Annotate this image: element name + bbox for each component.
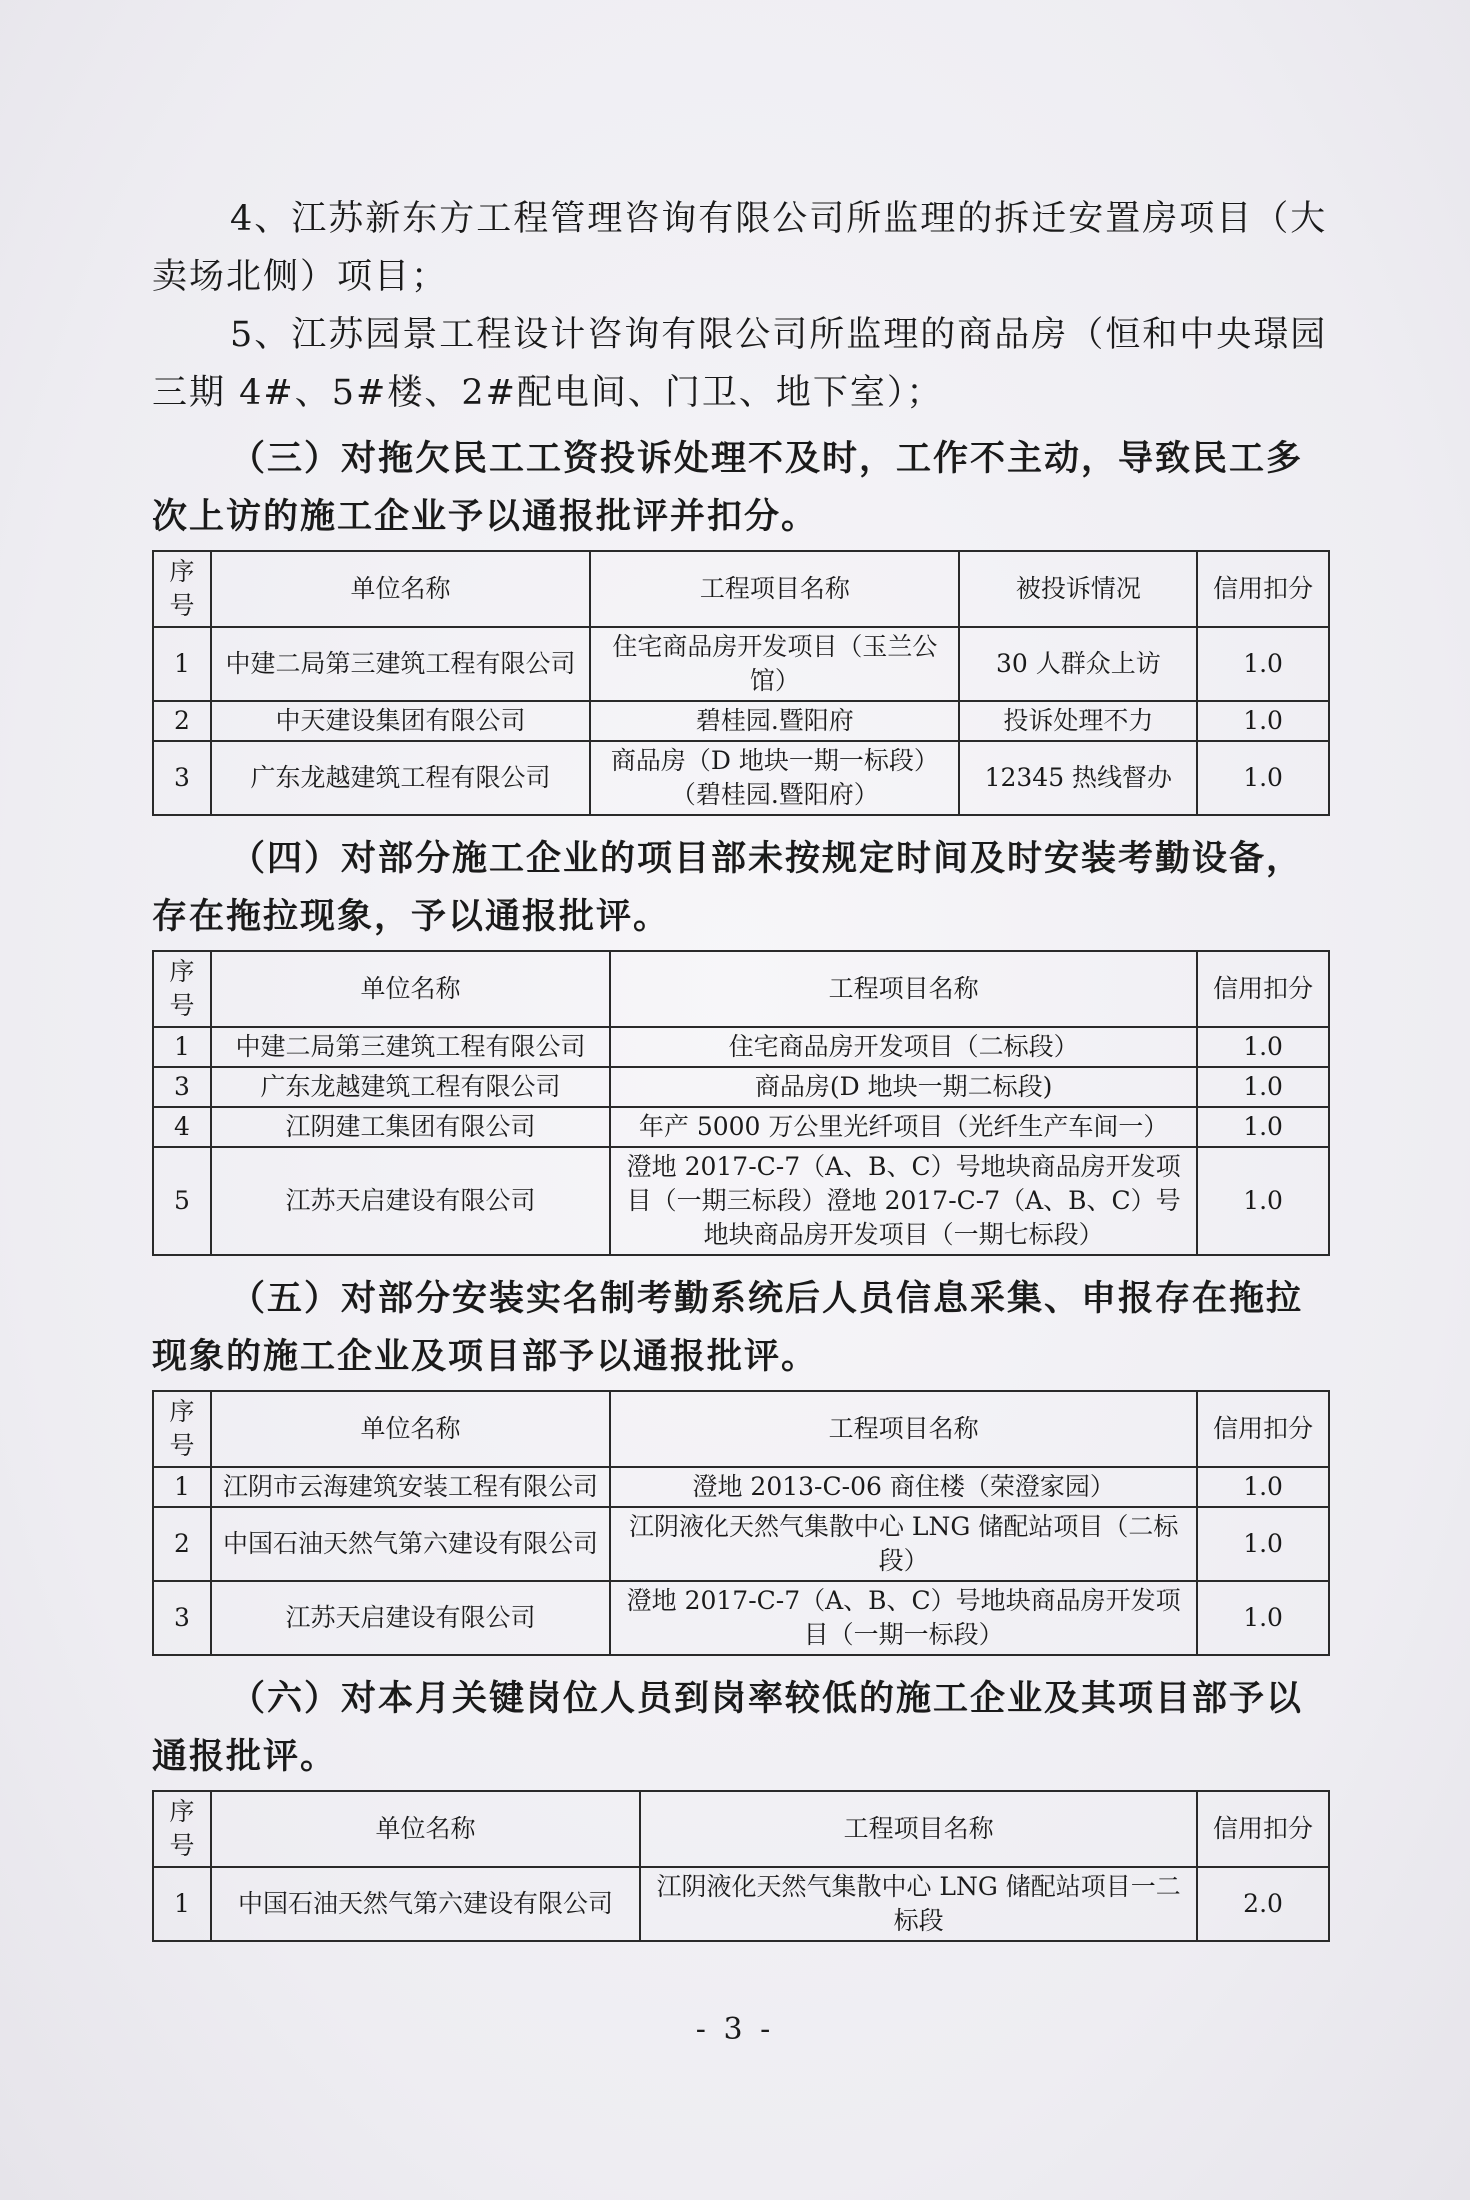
- cell-complaint: 12345 热线督办: [959, 741, 1197, 815]
- cell-company: 江苏天启建设有限公司: [211, 1581, 610, 1655]
- cell-credit: 1.0: [1197, 1107, 1329, 1147]
- header-credit: 信用扣分: [1197, 551, 1329, 627]
- table-header-row: [153, 551, 1329, 627]
- table-row: [153, 1107, 1329, 1147]
- cell-seq: 1: [153, 1867, 211, 1941]
- cell-credit: 1.0: [1197, 1147, 1329, 1255]
- cell-project: 商品房(D 地块一期二标段): [610, 1067, 1197, 1107]
- cell-company: 中天建设集团有限公司: [211, 701, 590, 741]
- cell-project: 住宅商品房开发项目（玉兰公馆）: [590, 627, 959, 701]
- table-row: [153, 627, 1329, 701]
- header-project: 工程项目名称: [590, 551, 959, 627]
- cell-seq: 1: [153, 1467, 211, 1507]
- header-seq: 序号: [153, 1391, 211, 1467]
- cell-project: 江阴液化天然气集散中心 LNG 储配站项目（二标段）: [610, 1507, 1197, 1581]
- cell-company: 中国石油天然气第六建设有限公司: [211, 1507, 610, 1581]
- table-row: [153, 1147, 1329, 1255]
- cell-company: 中国石油天然气第六建设有限公司: [211, 1867, 640, 1941]
- cell-seq: 3: [153, 741, 211, 815]
- cell-project: 商品房（D 地块一期一标段）（碧桂园.暨阳府）: [590, 741, 959, 815]
- paragraph-item-5: 5、江苏园景工程设计咨询有限公司所监理的商品房（恒和中央璟园三期 4#、5#楼、2#配电间、门卫、地下室）；: [152, 315, 1328, 413]
- section5-heading: （五）对部分安装实名制考勤系统后人员信息采集、申报存在拖拉现象的施工企业及项目部予以通报批评。: [152, 1278, 1304, 1377]
- table-row: [153, 1467, 1329, 1507]
- cell-credit: 1.0: [1197, 1027, 1329, 1067]
- cell-project: 年产 5000 万公里光纤项目（光纤生产车间一）: [610, 1107, 1197, 1147]
- header-seq: 序号: [153, 1791, 211, 1867]
- table-row: [153, 1027, 1329, 1067]
- cell-company: 江阴市云海建筑安装工程有限公司: [211, 1467, 610, 1507]
- cell-project: 澄地 2017-C-7（A、B、C）号地块商品房开发项目（一期三标段）澄地 2017-C-7（A、B、C）号地块商品房开发项目（一期七标段）: [610, 1147, 1197, 1255]
- cell-project: 澄地 2013-C-06 商住楼（荣澄家园）: [610, 1467, 1197, 1507]
- cell-seq: 2: [153, 1507, 211, 1581]
- table-row: [153, 701, 1329, 741]
- cell-seq: 3: [153, 1581, 211, 1655]
- section4-table: [152, 950, 1330, 1256]
- table-header-row: [153, 1791, 1329, 1867]
- cell-credit: 1.0: [1197, 741, 1329, 815]
- cell-complaint: 30 人群众上访: [959, 627, 1197, 701]
- paragraph-item-4: 4、江苏新东方工程管理咨询有限公司所监理的拆迁安置房项目（大卖场北侧）项目；: [152, 199, 1328, 297]
- cell-credit: 1.0: [1197, 1467, 1329, 1507]
- header-seq: 序号: [153, 551, 211, 627]
- header-company: 单位名称: [211, 951, 610, 1027]
- cell-credit: 1.0: [1197, 627, 1329, 701]
- header-credit: 信用扣分: [1197, 1391, 1329, 1467]
- header-seq: 序号: [153, 951, 211, 1027]
- header-credit: 信用扣分: [1197, 1791, 1329, 1867]
- cell-seq: 2: [153, 701, 211, 741]
- cell-seq: 3: [153, 1067, 211, 1107]
- table-row: [153, 1507, 1329, 1581]
- cell-credit: 1.0: [1197, 1507, 1329, 1581]
- document-body: [152, 190, 1332, 1956]
- section3-heading: （三）对拖欠民工工资投诉处理不及时，工作不主动，导致民工多次上访的施工企业予以通报批评并扣分。: [152, 438, 1304, 537]
- cell-credit: 1.0: [1197, 1581, 1329, 1655]
- header-project: 工程项目名称: [610, 951, 1197, 1027]
- table-header-row: [153, 951, 1329, 1027]
- cell-company: 广东龙越建筑工程有限公司: [211, 741, 590, 815]
- cell-credit: 1.0: [1197, 1067, 1329, 1107]
- cell-credit: 1.0: [1197, 701, 1329, 741]
- cell-company: 江阴建工集团有限公司: [211, 1107, 610, 1147]
- cell-complaint: 投诉处理不力: [959, 701, 1197, 741]
- section3-table: [152, 550, 1330, 816]
- section5-table: [152, 1390, 1330, 1656]
- cell-credit: 2.0: [1197, 1867, 1329, 1941]
- header-project: 工程项目名称: [610, 1391, 1197, 1467]
- table-header-row: [153, 1391, 1329, 1467]
- cell-company: 中建二局第三建筑工程有限公司: [211, 1027, 610, 1067]
- cell-seq: 4: [153, 1107, 211, 1147]
- header-project: 工程项目名称: [640, 1791, 1197, 1867]
- table-row: [153, 1067, 1329, 1107]
- page-number: - 3 -: [695, 2012, 775, 2047]
- cell-project: 江阴液化天然气集散中心 LNG 储配站项目一二标段: [640, 1867, 1197, 1941]
- cell-company: 江苏天启建设有限公司: [211, 1147, 610, 1255]
- cell-company: 广东龙越建筑工程有限公司: [211, 1067, 610, 1107]
- section6-heading: （六）对本月关键岗位人员到岗率较低的施工企业及其项目部予以通报批评。: [152, 1678, 1304, 1777]
- header-company: 单位名称: [211, 1791, 640, 1867]
- section4-heading: （四）对部分施工企业的项目部未按规定时间及时安装考勤设备，存在拖拉现象，予以通报批评。: [152, 838, 1304, 937]
- header-company: 单位名称: [211, 551, 590, 627]
- header-credit: 信用扣分: [1197, 951, 1329, 1027]
- cell-seq: 5: [153, 1147, 211, 1255]
- cell-project: 澄地 2017-C-7（A、B、C）号地块商品房开发项目（一期一标段）: [610, 1581, 1197, 1655]
- cell-seq: 1: [153, 1027, 211, 1067]
- header-company: 单位名称: [211, 1391, 610, 1467]
- cell-project: 住宅商品房开发项目（二标段）: [610, 1027, 1197, 1067]
- table-row: [153, 1867, 1329, 1941]
- table-row: [153, 741, 1329, 815]
- cell-project: 碧桂园.暨阳府: [590, 701, 959, 741]
- cell-company: 中建二局第三建筑工程有限公司: [211, 627, 590, 701]
- table-row: [153, 1581, 1329, 1655]
- section6-table: [152, 1790, 1330, 1942]
- cell-seq: 1: [153, 627, 211, 701]
- header-complaint: 被投诉情况: [959, 551, 1197, 627]
